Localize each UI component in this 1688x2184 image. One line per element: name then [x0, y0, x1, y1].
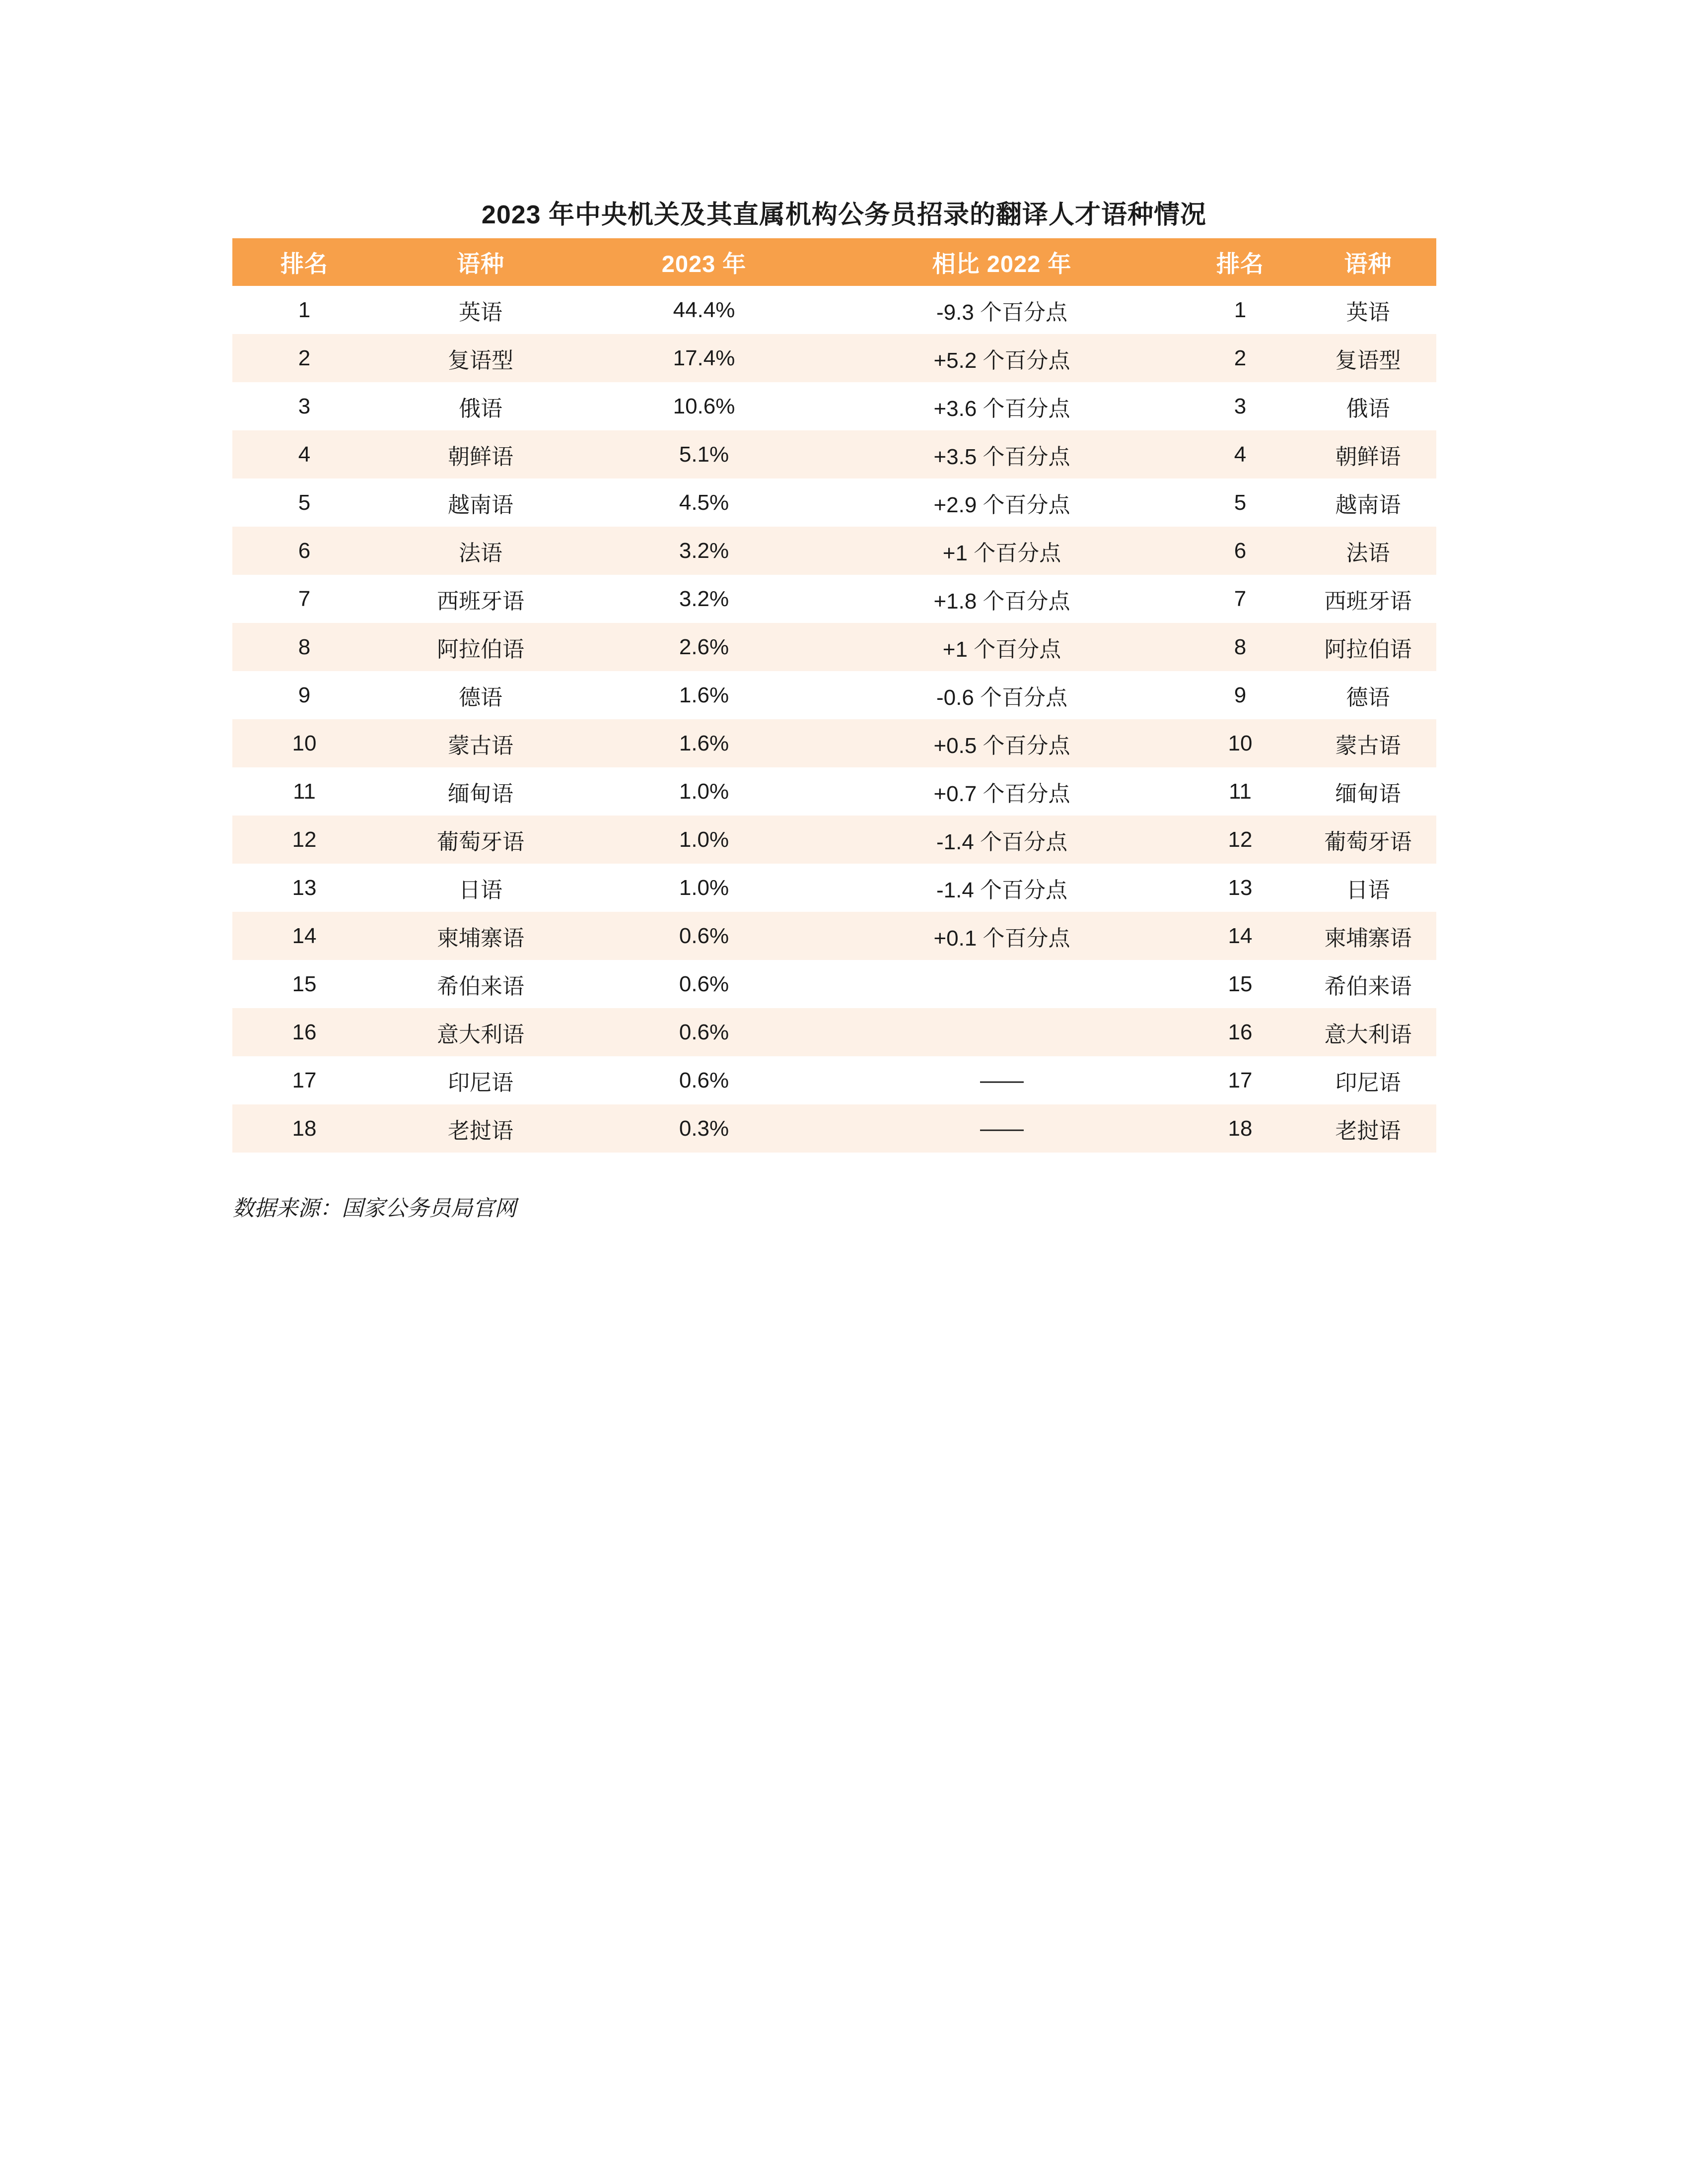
- cell-rank-right: 12: [1181, 816, 1300, 864]
- cell-language-right: 英语: [1300, 286, 1436, 334]
- cell-change: +1 个百分点: [823, 623, 1181, 671]
- cell-rank-right: 2: [1181, 334, 1300, 382]
- cell-rank-left: 6: [232, 527, 376, 575]
- cell-rank-left: 12: [232, 816, 376, 864]
- table-row: [232, 816, 1436, 864]
- table-row: [232, 1104, 1436, 1153]
- cell-rank-left: 8: [232, 623, 376, 671]
- cell-language-left: 朝鲜语: [376, 430, 585, 478]
- cell-language-left: 意大利语: [376, 1008, 585, 1056]
- cell-language-left: 越南语: [376, 478, 585, 527]
- cell-language-left: 阿拉伯语: [376, 623, 585, 671]
- cell-language-right: 希伯来语: [1300, 960, 1436, 1008]
- cell-language-right: 朝鲜语: [1300, 430, 1436, 478]
- cell-rank-left: 15: [232, 960, 376, 1008]
- table-row: [232, 767, 1436, 816]
- cell-rank-right: 10: [1181, 719, 1300, 767]
- cell-rank-right: 18: [1181, 1104, 1300, 1153]
- cell-share-2023: 0.3%: [585, 1104, 823, 1153]
- cell-rank-right: 5: [1181, 478, 1300, 527]
- cell-language-right: 蒙古语: [1300, 719, 1436, 767]
- cell-language-right: 柬埔寨语: [1300, 912, 1436, 960]
- cell-rank-left: 9: [232, 671, 376, 719]
- cell-change: +0.5 个百分点: [823, 719, 1181, 767]
- cell-language-left: 老挝语: [376, 1104, 585, 1153]
- cell-language-right: 越南语: [1300, 478, 1436, 527]
- cell-rank-left: 18: [232, 1104, 376, 1153]
- cell-rank-left: 3: [232, 382, 376, 430]
- table-row: [232, 430, 1436, 478]
- table-row: [232, 1056, 1436, 1104]
- cell-change: -0.6 个百分点: [823, 671, 1181, 719]
- cell-language-right: 德语: [1300, 671, 1436, 719]
- cell-language-left: 英语: [376, 286, 585, 334]
- cell-language-right: 葡萄牙语: [1300, 816, 1436, 864]
- column-header-language-left: 语种: [376, 238, 585, 286]
- cell-language-right: 日语: [1300, 864, 1436, 912]
- cell-change: +2.9 个百分点: [823, 478, 1181, 527]
- cell-change: +3.6 个百分点: [823, 382, 1181, 430]
- cell-share-2023: 2.6%: [585, 623, 823, 671]
- cell-change: -9.3 个百分点: [823, 286, 1181, 334]
- cell-language-left: 法语: [376, 527, 585, 575]
- cell-share-2023: 0.6%: [585, 912, 823, 960]
- cell-share-2023: 0.6%: [585, 1056, 823, 1104]
- column-header-language-right: 语种: [1300, 238, 1436, 286]
- table-row: [232, 912, 1436, 960]
- cell-language-right: 复语型: [1300, 334, 1436, 382]
- table-header: [232, 238, 1436, 286]
- cell-language-left: 日语: [376, 864, 585, 912]
- cell-change: -1.4 个百分点: [823, 816, 1181, 864]
- table-body: [232, 286, 1436, 1153]
- cell-share-2023: 4.5%: [585, 478, 823, 527]
- table-row: [232, 286, 1436, 334]
- cell-rank-right: 17: [1181, 1056, 1300, 1104]
- cell-change: +0.7 个百分点: [823, 767, 1181, 816]
- table-header-row: [232, 238, 1436, 286]
- cell-change: ——: [823, 1104, 1181, 1153]
- source-note: 数据来源：国家公务员局官网: [232, 1196, 516, 1221]
- cell-language-right: 老挝语: [1300, 1104, 1436, 1153]
- table-row: [232, 334, 1436, 382]
- cell-change: +1 个百分点: [823, 527, 1181, 575]
- cell-rank-right: 9: [1181, 671, 1300, 719]
- cell-language-left: 缅甸语: [376, 767, 585, 816]
- column-header-rank-left: 排名: [232, 238, 376, 286]
- cell-share-2023: 1.0%: [585, 864, 823, 912]
- cell-rank-left: 5: [232, 478, 376, 527]
- cell-share-2023: 10.6%: [585, 382, 823, 430]
- cell-share-2023: 3.2%: [585, 575, 823, 623]
- cell-rank-right: 11: [1181, 767, 1300, 816]
- cell-share-2023: 1.0%: [585, 816, 823, 864]
- table-row: [232, 527, 1436, 575]
- cell-rank-left: 13: [232, 864, 376, 912]
- cell-share-2023: 3.2%: [585, 527, 823, 575]
- cell-language-left: 复语型: [376, 334, 585, 382]
- cell-change: -1.4 个百分点: [823, 864, 1181, 912]
- cell-language-left: 希伯来语: [376, 960, 585, 1008]
- language-table-container: [232, 238, 1436, 1153]
- cell-rank-left: 10: [232, 719, 376, 767]
- cell-language-left: 葡萄牙语: [376, 816, 585, 864]
- cell-rank-right: 1: [1181, 286, 1300, 334]
- table-row: [232, 719, 1436, 767]
- cell-language-right: 俄语: [1300, 382, 1436, 430]
- cell-change: +1.8 个百分点: [823, 575, 1181, 623]
- column-header-rank-right: 排名: [1181, 238, 1300, 286]
- language-table: [232, 238, 1436, 1153]
- cell-rank-right: 7: [1181, 575, 1300, 623]
- cell-change: +5.2 个百分点: [823, 334, 1181, 382]
- cell-rank-left: 7: [232, 575, 376, 623]
- cell-rank-left: 4: [232, 430, 376, 478]
- cell-share-2023: 5.1%: [585, 430, 823, 478]
- table-row: [232, 382, 1436, 430]
- cell-rank-left: 17: [232, 1056, 376, 1104]
- cell-language-right: 西班牙语: [1300, 575, 1436, 623]
- cell-language-left: 印尼语: [376, 1056, 585, 1104]
- cell-change: +3.5 个百分点: [823, 430, 1181, 478]
- table-row: [232, 1008, 1436, 1056]
- table-row: [232, 671, 1436, 719]
- cell-rank-right: 8: [1181, 623, 1300, 671]
- table-row: [232, 960, 1436, 1008]
- table-row: [232, 864, 1436, 912]
- cell-share-2023: 17.4%: [585, 334, 823, 382]
- cell-share-2023: 0.6%: [585, 960, 823, 1008]
- cell-rank-left: 11: [232, 767, 376, 816]
- table-row: [232, 575, 1436, 623]
- cell-language-right: 阿拉伯语: [1300, 623, 1436, 671]
- cell-rank-right: 13: [1181, 864, 1300, 912]
- page-title: 2023 年中央机关及其直属机构公务员招录的翻译人才语种情况: [481, 201, 1207, 229]
- cell-share-2023: 1.0%: [585, 767, 823, 816]
- cell-language-left: 柬埔寨语: [376, 912, 585, 960]
- cell-rank-left: 16: [232, 1008, 376, 1056]
- cell-rank-left: 1: [232, 286, 376, 334]
- column-header-year-2023: 2023 年: [585, 238, 823, 286]
- cell-language-right: 法语: [1300, 527, 1436, 575]
- cell-rank-right: 15: [1181, 960, 1300, 1008]
- cell-language-right: 意大利语: [1300, 1008, 1436, 1056]
- cell-rank-left: 2: [232, 334, 376, 382]
- table-row: [232, 623, 1436, 671]
- cell-language-right: 缅甸语: [1300, 767, 1436, 816]
- cell-change: [823, 1008, 1181, 1056]
- cell-change: ——: [823, 1056, 1181, 1104]
- cell-language-right: 印尼语: [1300, 1056, 1436, 1104]
- cell-rank-left: 14: [232, 912, 376, 960]
- cell-share-2023: 1.6%: [585, 719, 823, 767]
- cell-change: [823, 960, 1181, 1008]
- cell-language-left: 西班牙语: [376, 575, 585, 623]
- cell-change: +0.1 个百分点: [823, 912, 1181, 960]
- cell-share-2023: 44.4%: [585, 286, 823, 334]
- cell-language-left: 俄语: [376, 382, 585, 430]
- cell-rank-right: 6: [1181, 527, 1300, 575]
- cell-rank-right: 4: [1181, 430, 1300, 478]
- cell-share-2023: 1.6%: [585, 671, 823, 719]
- table-row: [232, 478, 1436, 527]
- column-header-change-vs-2022: 相比 2022 年: [823, 238, 1181, 286]
- cell-language-left: 德语: [376, 671, 585, 719]
- cell-rank-right: 14: [1181, 912, 1300, 960]
- cell-rank-right: 16: [1181, 1008, 1300, 1056]
- cell-rank-right: 3: [1181, 382, 1300, 430]
- cell-language-left: 蒙古语: [376, 719, 585, 767]
- cell-share-2023: 0.6%: [585, 1008, 823, 1056]
